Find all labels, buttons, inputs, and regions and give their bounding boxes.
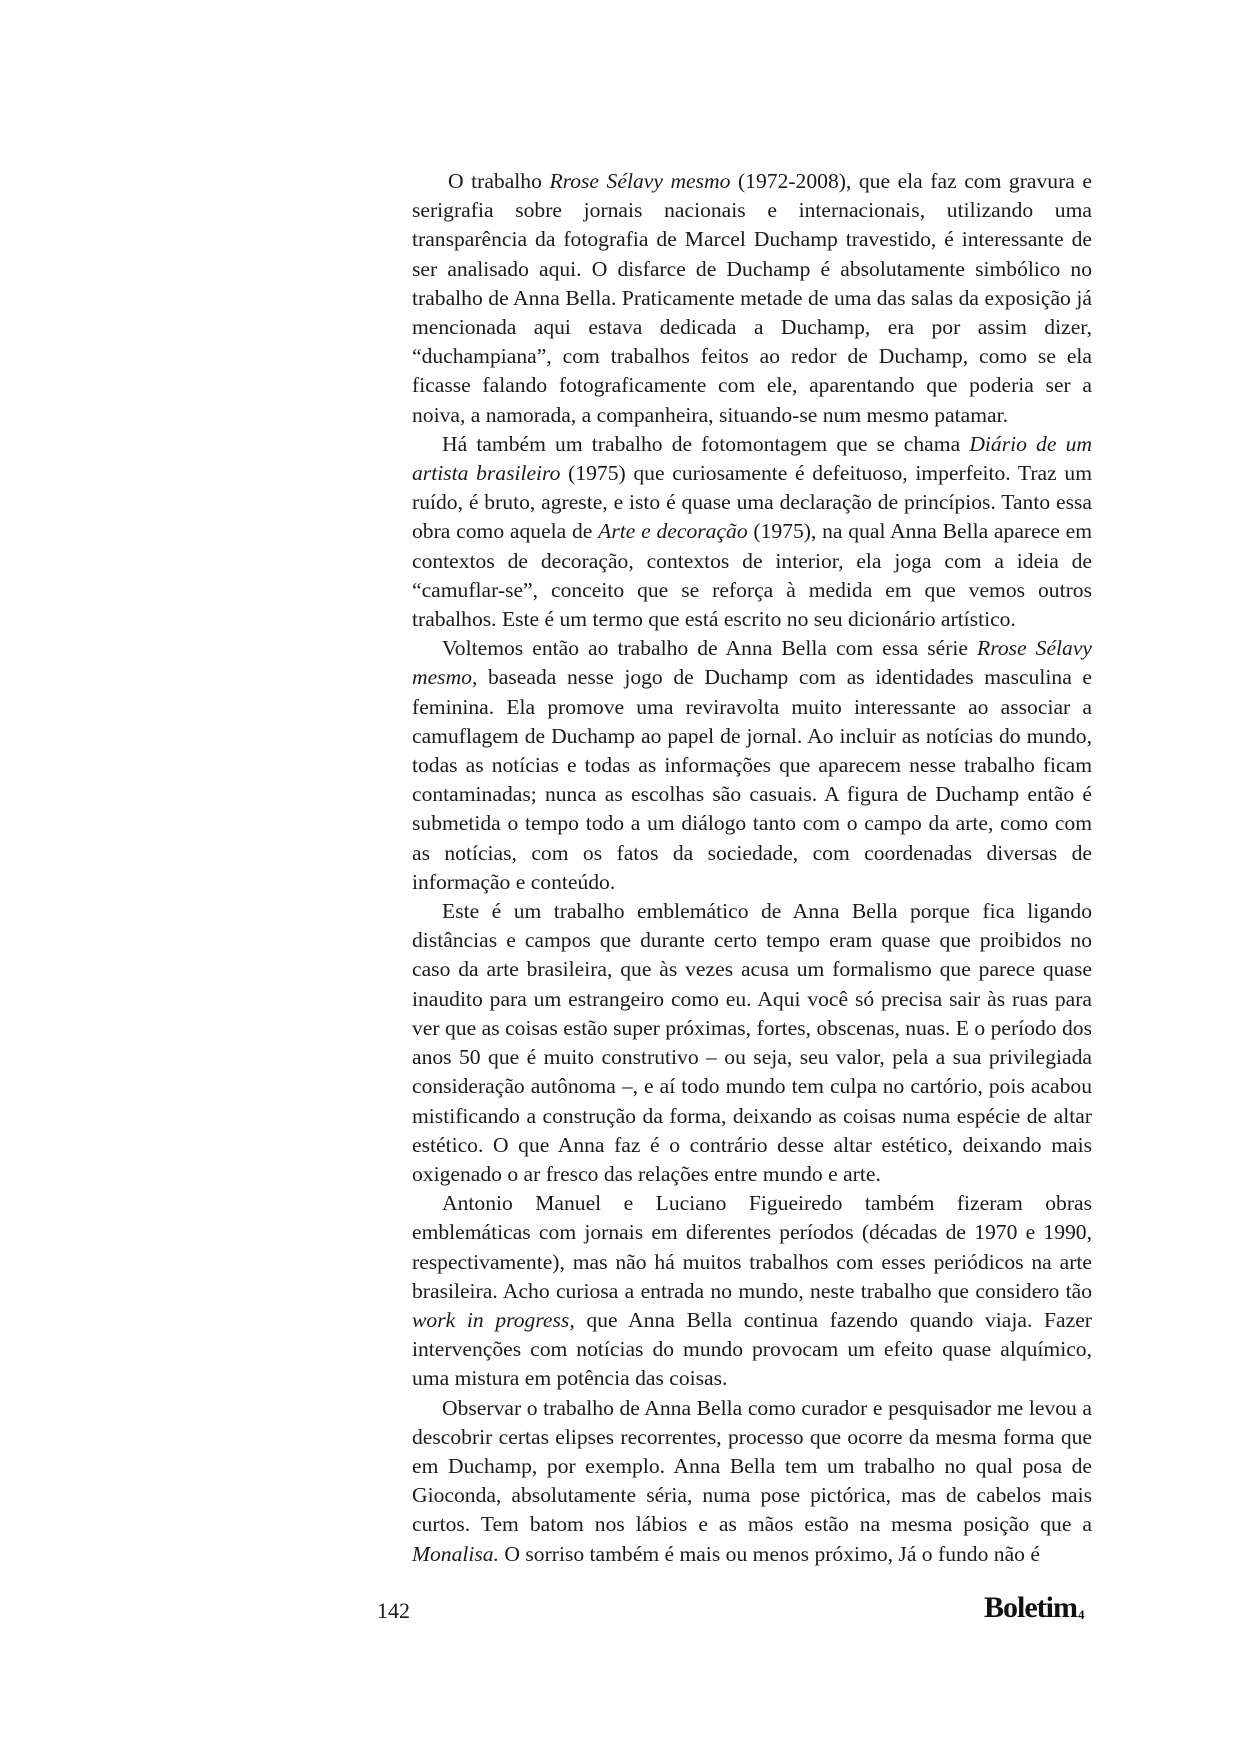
body-text (412, 167, 1092, 1569)
artwork-title: Rrose Sélavy mesmo (549, 169, 731, 193)
paragraph-4: Este é um trabalho emblemático de Anna Bella porque fica ligando distâncias e campos que durante certo tempo eram quase que proibidos no caso da arte brasileira, que às vezes acusa um formalismo que parece quase inaudito para um estrangeiro como eu. Aqui você só precisa sair às ruas para ver que as coisas estão super próximas, fortes, obscenas, nuas. E o período dos anos 50 que é muito construtivo – ou seja, seu valor, pela a sua privilegiada consideração autônoma –, e aí todo mundo tem culpa no cartório, pois acabou mistificando a construção da forma, deixando as coisas numa espécie de altar estético. O que Anna faz é o contrário desse altar estético, deixando mais oxigenado o ar fresco das relações entre mundo e arte. (412, 899, 1092, 1186)
paragraph-2: Há também um trabalho de fotomontagem que se chama Diário de um artista brasileiro (1975) que curiosamente é defeituoso, imperfeito. Traz um ruído, é bruto, agreste, e isto é quase uma declaração de princípios. Tanto essa obra como aquela de Arte e decoração (1975), na qual Anna Bella aparece em contextos de decoração, contextos de interior, ela joga com a ideia de “camuflar-se”, conceito que se reforça à medida em que vemos outros trabalhos. Este é um termo que está escrito no seu dicionário artístico. (412, 431, 1092, 632)
paragraph-1: O trabalho Rrose Sélavy mesmo (1972-2008), que ela faz com gravura e serigrafia sobre jornais nacionais e internacionais, utilizando uma transparência da fotografia de Marcel Duchamp travestido, é interessante de ser analisado aqui. O disfarce de Duchamp é absolutamente simbólico no trabalho de Anna Bella. Praticamente metade de uma das salas da exposição já mencionada aqui estava dedicada a Duchamp, era por assim dizer, “duchampiana”, com trabalhos feitos ao redor de Duchamp, como se ela ficasse falando fotograficamente com ele, aparentando que poderia ser a noiva, a namorada, a companheira, situando-se num mesmo patamar. (412, 169, 1093, 427)
logo-text: Boletim (984, 1591, 1077, 1624)
artwork-title: Monalisa. (412, 1541, 499, 1566)
artwork-title: Rrose Sélavy mesmo, (412, 636, 1093, 690)
artwork-title: Diário de um artista brasileiro (412, 431, 1092, 486)
boletim-logo (984, 1591, 1084, 1632)
paragraph-6: Observar o trabalho de Anna Bella como curador e pesquisador me levou a descobrir certas elipses recorrentes, processo que ocorre da mesma forma que em Duchamp, por exemplo. Anna Bella tem um trabalho no qual posa de Gioconda, absolutamente séria, numa pose pictórica, mas de cabelos mais curtos. Tem batom nos lábios e as mãos estão na mesma posição que a Monalisa. O sorriso também é mais ou menos próximo, Já o fundo não é (412, 1395, 1092, 1566)
logo-issue-number: 4 (1077, 1607, 1085, 1622)
artwork-title: Arte e decoração (598, 519, 748, 544)
paragraph-5: Antonio Manuel e Luciano Figueiredo também fizeram obras emblemáticas com jornais em diferentes períodos (décadas de 1970 e 1990, respectivamente), mas não há muitos trabalhos com esses periódicos na arte brasileira. Acho curiosa a entrada no mundo, neste trabalho que considero tão work in progress, que Anna Bella continua fazendo quando viaja. Fazer intervenções com notícias do mundo provocam um efeito quase alquímico, uma mistura em potência das coisas. (412, 1191, 1092, 1391)
paragraph-3: Voltemos então ao trabalho de Anna Bella com essa série Rrose Sélavy mesmo, baseada nesse jogo de Duchamp com as identidades masculina e feminina. Ela promove uma reviravolta muito interessante ao associar a camuflagem de Duchamp ao papel de jornal. Ao incluir as notícias do mundo, todas as notícias e todas as informações que aparecem nesse trabalho ficam contaminadas; nunca as escolhas são casuais. A figura de Duchamp então é submetida o tempo todo a um diálogo tanto com o campo da arte, como com as notícias, com os fatos da sociedade, com coordenadas diversas de informação e conteúdo. (412, 636, 1093, 894)
emphasis-phrase: work in progress, (412, 1307, 575, 1332)
page-number: 142 (377, 1598, 410, 1623)
